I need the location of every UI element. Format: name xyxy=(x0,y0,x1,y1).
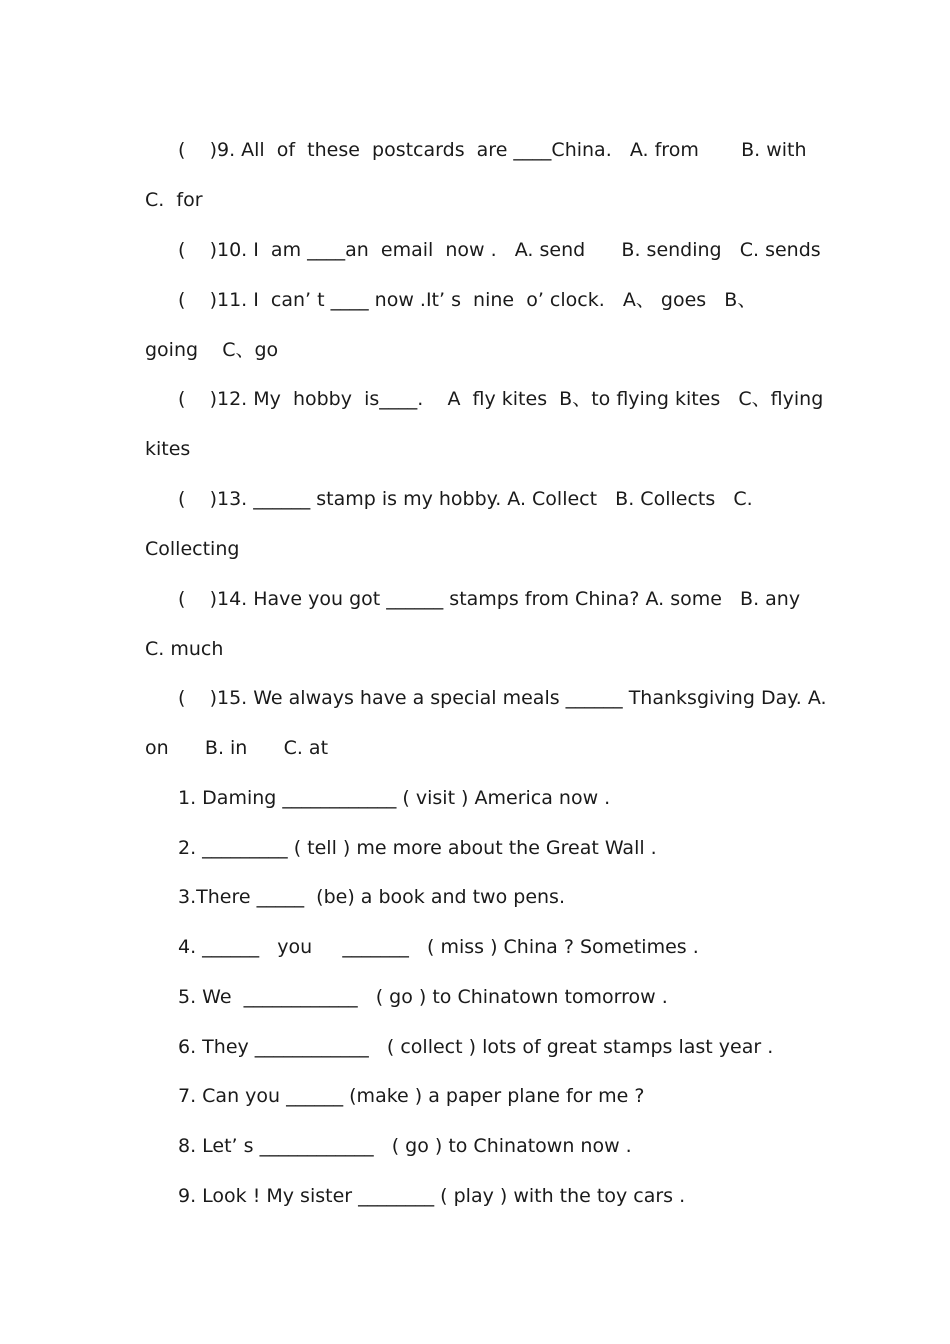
question-11-line-1: ( )11. I can’ t ____ now .It’ s nine o’ clock. A、 goes B、 xyxy=(178,289,757,311)
question-11-line-2: going C、go xyxy=(145,339,279,361)
question-14-line-2: C. much xyxy=(145,638,224,660)
question-9-line-1: ( )9. All of these postcards are ____China. A. from B. with xyxy=(178,139,807,161)
question-13-line-1: ( )13. ______ stamp is my hobby. A. Collect B. Collects C. xyxy=(178,488,753,510)
question-13-line-2: Collecting xyxy=(145,538,240,560)
question-14-line-1: ( )14. Have you got ______ stamps from China? A. some B. any xyxy=(178,588,801,610)
question-12-line-2: kites xyxy=(145,438,191,460)
question-10-line-1: ( )10. I am ____an email now . A. send B. sending C. sends xyxy=(178,239,821,261)
question-12-line-1: ( )12. My hobby is____. A fly kites B、to flying kites C、flying xyxy=(178,388,824,410)
fill-item-2: 2. _________ ( tell ) me more about the Great Wall . xyxy=(178,837,657,859)
question-15-line-1: ( )15. We always have a special meals ______ Thanksgiving Day. A. xyxy=(178,687,827,709)
fill-item-5: 5. We ____________ ( go ) to Chinatown tomorrow . xyxy=(178,986,668,1008)
question-15-line-2: on B. in C. at xyxy=(145,737,329,759)
fill-item-9: 9. Look ! My sister ________ ( play ) with the toy cars . xyxy=(178,1185,686,1207)
fill-item-6: 6. They ____________ ( collect ) lots of great stamps last year . xyxy=(178,1036,774,1058)
fill-item-4: 4. ______ you _______ ( miss ) China ? Sometimes . xyxy=(178,936,699,958)
fill-item-8: 8. Let’ s ____________ ( go ) to Chinatown now . xyxy=(178,1135,632,1157)
fill-item-7: 7. Can you ______ (make ) a paper plane for me ? xyxy=(178,1085,645,1107)
fill-item-3: 3.There _____ (be) a book and two pens. xyxy=(178,886,565,908)
question-9-line-2: C. for xyxy=(145,189,203,211)
fill-item-1: 1. Daming ____________ ( visit ) America now . xyxy=(178,787,611,809)
